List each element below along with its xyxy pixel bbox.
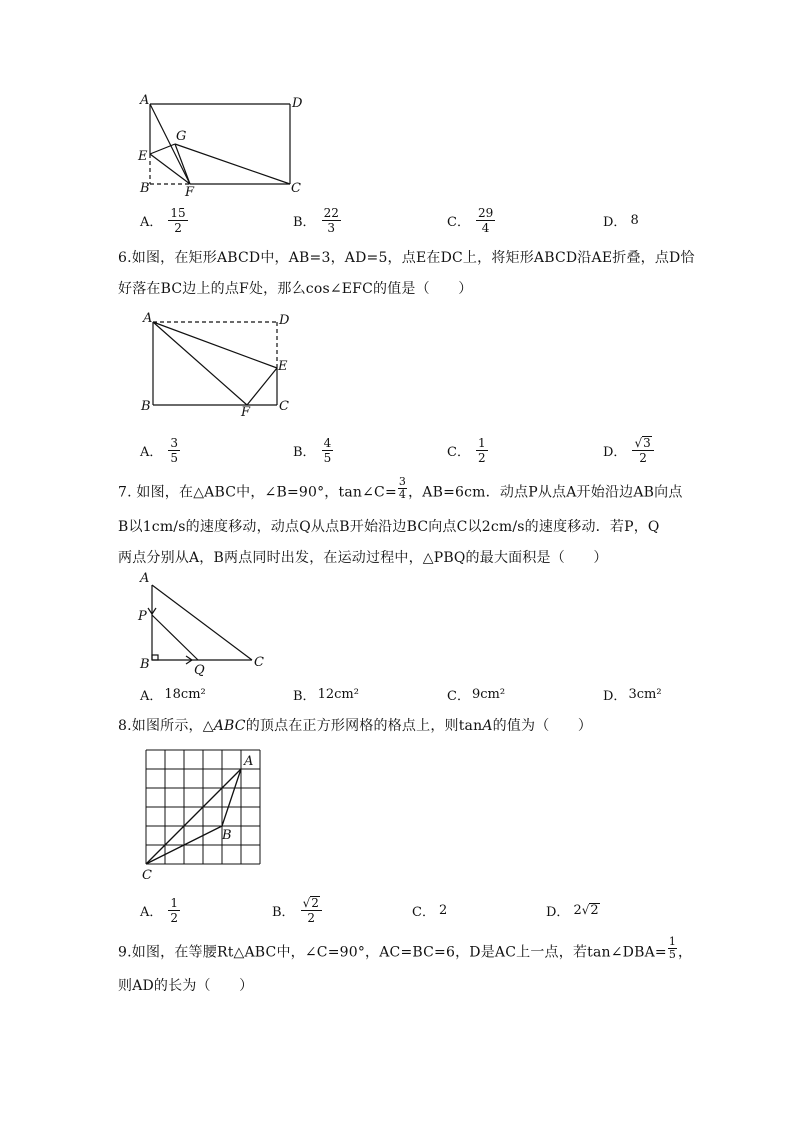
q8-option-b: B． √ 2 2 — [272, 892, 322, 928]
q5-label-a: A — [140, 93, 150, 108]
q7-text-line3: 两点分别从A，B两点同时出发，在运动过程中，△PBQ的最大面积是（ ） — [118, 550, 608, 566]
q5-label-b: B — [140, 181, 150, 196]
q7-label-c: C — [254, 655, 264, 670]
q7-label-p: P — [138, 609, 147, 624]
q7-option-b: B． 12cm² — [293, 686, 359, 704]
q7-option-a: A． 18cm² — [140, 686, 206, 704]
q8-triangle — [146, 769, 241, 864]
q5-option-b: B． $\frac{22}{3}$ — [293, 205, 339, 235]
q6-figure — [135, 310, 305, 420]
q7-figure — [130, 570, 280, 680]
q8-figure — [132, 745, 272, 885]
q9-text-line2: 则AD的长为（ ） — [118, 978, 254, 994]
q7-option-d: D． 3cm² — [603, 686, 662, 704]
q6-option-b: B． $\frac{4}{5}$ — [293, 435, 332, 465]
q6-option-c: C． $\frac{1}{2}$ — [447, 435, 486, 465]
q8-label-b: B — [222, 828, 232, 843]
q6-option-a: A． $\frac{3}{5}$ — [140, 435, 179, 465]
q7-option-c: C． 9cm² — [447, 686, 506, 704]
q6-option-d: D． √ 3 2 — [603, 432, 654, 468]
q6-label-c: C — [279, 399, 289, 414]
q6-label-b: B — [141, 399, 151, 414]
q7-text-line2: B以1cm/s的速度移动，动点Q从点B开始沿边BC向点C以2cm/s的速度移动．若P，Q — [118, 519, 660, 535]
q6-label-e: E — [278, 359, 288, 374]
q7-label-a: A — [140, 571, 150, 586]
q8-label-c: C — [142, 868, 152, 883]
q7-label-b: B — [140, 657, 150, 672]
q6-label-f: F — [241, 405, 251, 420]
q6-label-a: A — [143, 311, 153, 326]
q8-option-d: D． 2 √ 2 — [546, 902, 599, 920]
q5-label-d: D — [292, 96, 303, 111]
q5-option-d: D． 8 — [603, 212, 639, 230]
q6-text-line1: 6.如图，在矩形ABCD中，AB=3，AD=5，点E在DC上，将矩形ABCD沿AE折叠，点D恰 — [118, 250, 695, 266]
q5-option-c: C． $\frac{29}{4}$ — [447, 205, 494, 235]
q8-option-a: A． $\frac{1}{2}$ — [140, 895, 179, 925]
q8-option-c: C． 2 — [412, 902, 448, 920]
q8-text-line1: 8.如图所示，△ABC的顶点在正方形网格的格点上，则tanA的值为（ ） — [118, 718, 593, 734]
q5-label-g: G — [176, 129, 187, 144]
q5-label-c: C — [291, 181, 301, 196]
q6-label-d: D — [279, 313, 290, 328]
q9-text-line1: 9.如图，在等腰Rt△ABC中，∠C=90°，AC=BC=6，D是AC上一点，若tan∠DBA= $\frac{1}{5}$ ， — [118, 935, 693, 961]
q7-text-line1: 7. 如图，在△ABC中，∠B=90°，tan∠C= $\frac{3}{4}$ ，AB=6cm．动点P从点A开始沿边AB向点 — [118, 475, 683, 501]
q5-option-a: A． $\frac{15}{2}$ — [140, 205, 186, 235]
q5-label-f: F — [185, 185, 195, 200]
q8-label-a: A — [244, 754, 254, 769]
q7-label-q: Q — [194, 663, 205, 678]
q6-text-line2: 好落在BC边上的点F处，那么cos∠EFC的值是（ ） — [118, 281, 473, 297]
q5-label-e: E — [138, 149, 148, 164]
q5-figure — [130, 92, 320, 202]
